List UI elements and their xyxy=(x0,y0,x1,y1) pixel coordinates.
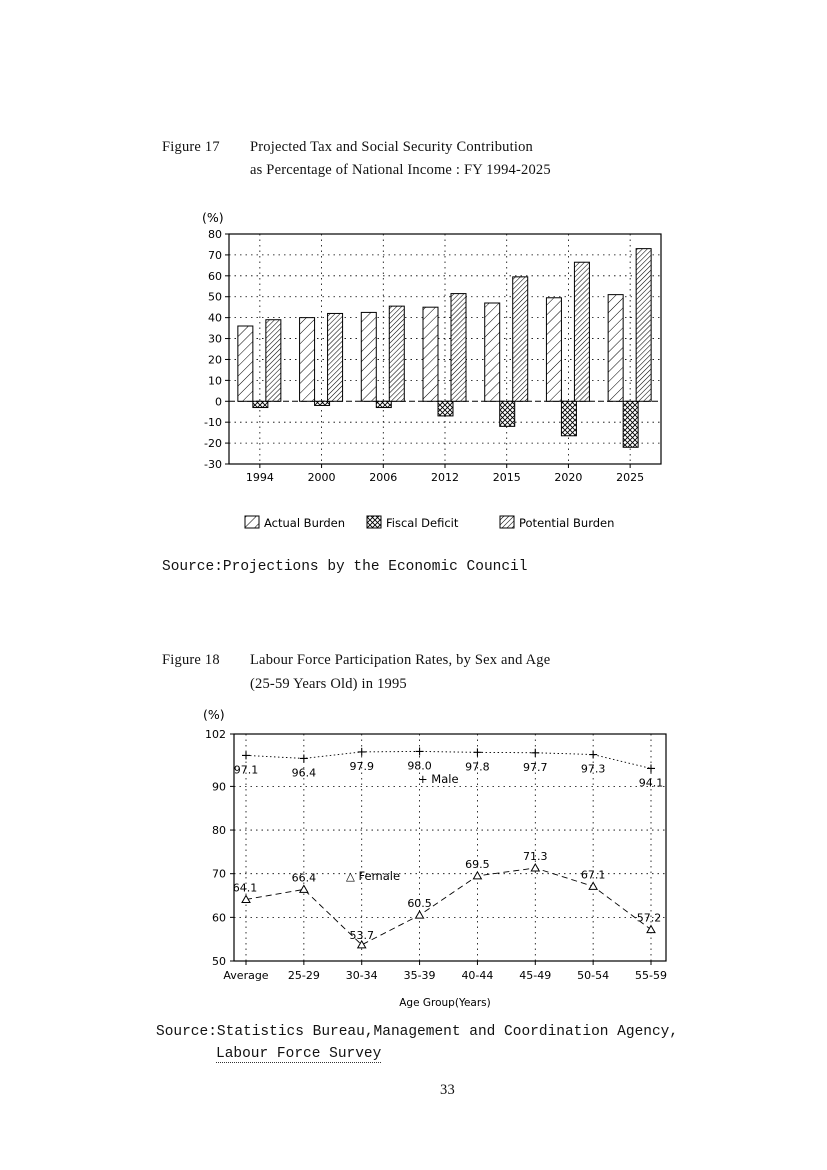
figure17-title-line1: Projected Tax and Social Security Contribution xyxy=(250,139,533,155)
female-data-label: 67.1 xyxy=(580,868,606,882)
male-data-label: 97.9 xyxy=(349,759,374,773)
x-tick-label: 2015 xyxy=(492,471,521,484)
bar-potential-burden xyxy=(389,306,404,401)
y-tick-label: 60 xyxy=(208,269,222,283)
female-data-label: 69.5 xyxy=(465,857,490,871)
bar-actual-burden xyxy=(546,298,561,402)
female-point-marker xyxy=(416,911,424,918)
figure18-source-line2: Labour Force Survey xyxy=(216,1046,382,1062)
y-tick-label: -30 xyxy=(204,458,222,471)
x-tick-label: 50-54 xyxy=(577,969,610,982)
female-data-label: 66.4 xyxy=(291,871,317,885)
bar-fiscal-deficit xyxy=(376,401,391,407)
female-data-label: 60.5 xyxy=(407,897,432,911)
y-tick-label: 10 xyxy=(208,374,222,388)
male-point-marker xyxy=(589,751,597,759)
figure17-legend xyxy=(245,516,614,530)
y-tick-label: 70 xyxy=(212,867,226,881)
y-tick-label: 0 xyxy=(215,395,222,409)
legend-potential-swatch xyxy=(500,516,514,528)
legend-actual-swatch xyxy=(245,516,259,528)
female-point-marker xyxy=(300,885,308,892)
bar-actual-burden xyxy=(485,303,500,401)
male-point-marker xyxy=(300,754,308,762)
figure18-label: Figure 18 xyxy=(162,652,220,668)
y-tick-label: 50 xyxy=(212,955,226,968)
figure18-unit-label: (%) xyxy=(203,707,225,722)
y-tick-label: 20 xyxy=(208,353,222,367)
y-tick-label: 102 xyxy=(205,728,226,741)
x-tick-label: 2012 xyxy=(431,471,459,484)
x-tick-label: 2020 xyxy=(554,471,583,484)
legend-female-label: △ Female xyxy=(346,869,401,883)
bar-actual-burden xyxy=(608,295,623,402)
figure18-line-chart xyxy=(0,700,827,1020)
y-tick-label: 80 xyxy=(208,228,222,241)
male-data-label: 96.4 xyxy=(291,766,317,780)
bar-fiscal-deficit xyxy=(438,401,453,416)
female-data-label: 57.2 xyxy=(636,911,662,925)
bar-fiscal-deficit xyxy=(623,401,638,447)
legend-deficit-label: Fiscal Deficit xyxy=(386,516,459,530)
x-tick-label: 2025 xyxy=(616,471,645,484)
bar-potential-burden xyxy=(266,320,281,402)
legend-deficit-swatch xyxy=(367,516,381,528)
x-tick-label: 25-29 xyxy=(287,969,320,982)
x-tick-label: 2000 xyxy=(307,471,336,484)
male-point-marker xyxy=(358,748,366,756)
female-data-label: 53.7 xyxy=(349,928,374,942)
bar-fiscal-deficit xyxy=(561,401,576,436)
y-tick-label: 70 xyxy=(208,248,222,262)
male-point-marker xyxy=(242,751,250,759)
male-point-marker xyxy=(473,748,481,756)
female-point-marker xyxy=(647,926,655,933)
male-data-label: 97.8 xyxy=(465,760,490,774)
male-data-label: 97.7 xyxy=(523,760,548,774)
male-point-marker xyxy=(647,764,655,772)
female-data-label: 64.1 xyxy=(232,881,258,895)
x-tick-label: 30-34 xyxy=(345,969,378,982)
figure17-source: Source:Projections by the Economic Council xyxy=(162,559,528,575)
figure17-title-line2: as Percentage of National Income : FY 1994-2025 xyxy=(250,162,551,178)
male-data-label: 98.0 xyxy=(407,759,432,773)
bar-potential-burden xyxy=(636,249,651,402)
bar-fiscal-deficit xyxy=(253,401,268,407)
x-tick-label: 2006 xyxy=(369,471,398,484)
x-tick-label: 45-49 xyxy=(519,969,552,982)
y-tick-label: 30 xyxy=(208,332,222,346)
male-data-label: 94.1 xyxy=(638,776,664,790)
bar-actual-burden xyxy=(238,326,253,401)
y-tick-label: 90 xyxy=(212,780,226,794)
figure18-source-line1: Source:Statistics Bureau,Management and Coordination Agency, xyxy=(156,1024,679,1040)
bar-potential-burden xyxy=(513,277,528,401)
female-data-label: 71.3 xyxy=(523,850,548,864)
y-tick-label: -20 xyxy=(204,437,222,451)
bar-actual-burden xyxy=(300,318,315,402)
male-data-label: 97.1 xyxy=(233,763,259,777)
figure17-unit-label: (%) xyxy=(202,210,224,225)
x-tick-label: Average xyxy=(223,969,269,982)
y-tick-label: 80 xyxy=(212,824,226,838)
figure18-source-line2-wrap xyxy=(216,1046,381,1062)
x-tick-label: 40-44 xyxy=(461,969,494,982)
bar-potential-burden xyxy=(574,262,589,401)
figure17-label: Figure 17 xyxy=(162,139,220,155)
bar-actual-burden xyxy=(423,307,438,401)
x-tick-label: 35-39 xyxy=(403,969,436,982)
female-point-marker xyxy=(531,864,539,871)
male-point-marker xyxy=(531,749,539,757)
x-tick-label: 55-59 xyxy=(635,969,667,982)
y-tick-label: 50 xyxy=(208,290,222,304)
figure18-x-axis-title: Age Group(Years) xyxy=(399,997,491,1009)
y-tick-label: -10 xyxy=(204,416,222,430)
y-tick-label: 40 xyxy=(208,311,222,325)
male-point-marker xyxy=(416,747,424,755)
bar-potential-burden xyxy=(451,294,466,402)
x-tick-label: 1994 xyxy=(245,471,274,484)
bar-actual-burden xyxy=(361,312,376,401)
y-tick-label: 60 xyxy=(212,911,226,925)
legend-potential-label: Potential Burden xyxy=(519,516,615,530)
bar-fiscal-deficit xyxy=(500,401,515,426)
figure17-bar-chart xyxy=(0,0,827,560)
legend-male-label: + Male xyxy=(418,772,459,786)
male-data-label: 97.3 xyxy=(580,762,606,776)
figure18-title-line1: Labour Force Participation Rates, by Sex and Age xyxy=(250,652,551,668)
legend-actual-label: Actual Burden xyxy=(264,516,346,530)
bar-potential-burden xyxy=(328,313,343,401)
figure18-title-line2: (25-59 Years Old) in 1995 xyxy=(250,676,407,692)
bar-fiscal-deficit xyxy=(315,401,330,405)
female-point-marker xyxy=(473,872,481,879)
page-number: 33 xyxy=(440,1082,455,1098)
